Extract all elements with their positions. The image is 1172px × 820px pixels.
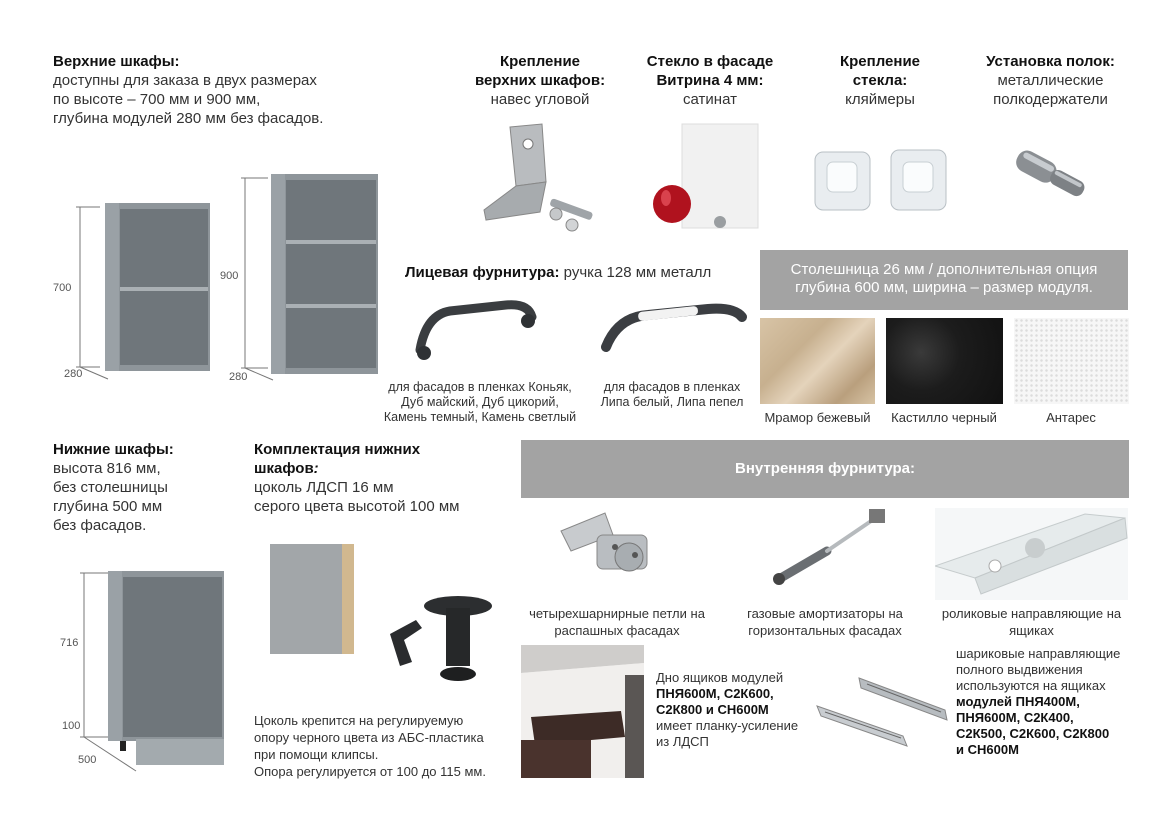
lower-cabinets-title: Нижние шкафы: — [53, 441, 174, 458]
ball-line-3: используются на ящиках — [956, 678, 1106, 693]
sample-label-3: Антарес — [1046, 410, 1096, 425]
gas-caption — [735, 605, 915, 639]
lower-line-3: глубина 500 мм — [53, 498, 163, 515]
dim-700: 700 — [53, 282, 72, 294]
rollers-caption — [935, 605, 1128, 639]
sample-label-1: Мрамор бежевый — [764, 410, 871, 425]
kit-note-line-2: опору черного цвета из АБС-пластика — [254, 730, 484, 745]
mount-title-1: Крепление — [499, 53, 581, 70]
shelves-title: Установка полок: — [986, 53, 1115, 70]
upper-line-3: глубина модулей 280 мм без фасадов. — [53, 110, 324, 127]
dim-280-b: 280 — [229, 371, 248, 383]
satin-glass-image — [648, 122, 763, 232]
glass-title-2: Витрина 4 мм: — [656, 72, 764, 89]
drawer-caption — [656, 670, 806, 750]
handle-1-line-2: Дуб майский, Дуб цикорий, — [401, 395, 559, 409]
lower-line-2: без столешницы — [53, 479, 168, 496]
shelves-sub-1: металлические — [997, 72, 1104, 89]
dim-100: 100 — [62, 720, 81, 732]
lower-cabinets-block — [53, 440, 223, 535]
lower-line-1: высота 816 мм, — [53, 460, 161, 477]
ball-line-1: шариковые направляющие — [956, 646, 1121, 661]
mount-block — [455, 52, 625, 109]
sample-marble-beige — [760, 318, 875, 404]
rollers-line-1: роликовые направляющие на — [941, 606, 1122, 621]
handles-title-rest: ручка 128 мм металл — [559, 264, 712, 281]
gas-strut-image — [765, 505, 890, 595]
upper-line-2: по высоте – 700 мм и 900 мм, — [53, 91, 261, 108]
shelves-block — [968, 52, 1133, 109]
kit-note-line-3: при помощи клипсы. — [254, 747, 379, 762]
lower-line-4: без фасадов. — [53, 517, 147, 534]
dim-500: 500 — [78, 754, 97, 766]
upper-cabinet-900-image — [218, 168, 383, 386]
kit-note — [254, 712, 514, 780]
hinge-image — [555, 505, 675, 595]
ball-caption — [956, 646, 1131, 758]
shelves-sub-2: полкодержатели — [993, 91, 1108, 108]
gas-line-2: горизонтальных фасадах — [748, 623, 902, 638]
handles-title: Лицевая фурнитура: — [405, 264, 560, 281]
glass-sub: сатинат — [683, 91, 737, 108]
corner-hanger-image — [480, 122, 610, 232]
kit-note-line-1: Цоколь крепится на регулируемую — [254, 713, 464, 728]
drawer-line-1: Дно ящиков модулей — [656, 670, 784, 685]
handle-1-image — [410, 295, 540, 365]
internal-hardware-bar: Внутренняя фурнитура: — [521, 440, 1129, 498]
ball-line-5: ПНЯ600М, С2К400, — [956, 710, 1074, 725]
kit-title-2: шкафов — [254, 460, 314, 477]
dim-716: 716 — [60, 637, 79, 649]
handle-1-line-1: для фасадов в пленках Коньяк, — [388, 380, 572, 394]
dim-900: 900 — [220, 270, 239, 282]
handle-2-caption — [588, 380, 756, 410]
hinges-caption — [522, 605, 712, 639]
countertop-line-1: Столешница 26 мм / дополнительная опция — [790, 261, 1098, 278]
upper-cabinet-700-image — [50, 195, 220, 385]
dim-280-a: 280 — [64, 368, 83, 380]
upper-cabinets-block — [53, 52, 383, 128]
drawer-line-4: имеет планку-усиление — [656, 718, 799, 733]
glass-clamps-image — [805, 140, 955, 220]
glassmount-block — [800, 52, 960, 109]
lower-cabinet-image — [60, 565, 235, 775]
sample-castillo-black — [886, 318, 1003, 404]
handle-2-line-1: для фасадов в пленках — [603, 380, 741, 394]
drawer-photo — [521, 645, 644, 778]
upper-cabinets-title: Верхние шкафы: — [53, 53, 180, 70]
sample-label-2: Кастилло черный — [891, 410, 997, 425]
handle-1-caption — [380, 380, 580, 425]
handle-2-line-2: Липа белый, Липа пепел — [600, 395, 744, 409]
glass-title-1: Стекло в фасаде — [646, 53, 774, 70]
handle-2-image — [598, 295, 748, 360]
upper-line-1: доступны для заказа в двух размерах — [53, 72, 317, 89]
mount-sub: навес угловой — [490, 91, 590, 108]
kit-line-2: серого цвета высотой 100 мм — [254, 498, 460, 515]
countertop-bar — [760, 250, 1128, 310]
mount-title-2: верхних шкафов: — [474, 72, 606, 89]
kit-line-1: цоколь ЛДСП 16 мм — [254, 479, 394, 496]
glassmount-sub: кляймеры — [845, 91, 915, 108]
ball-line-7: и СН600М — [956, 742, 1019, 757]
glassmount-title-2: стекла: — [852, 72, 908, 89]
rollers-line-2: ящиках — [1009, 623, 1054, 638]
drawer-line-5: из ЛДСП — [656, 734, 709, 749]
shelf-holder-image — [1005, 135, 1095, 215]
hinges-line-1: четырехшарнирные петли на — [529, 606, 705, 621]
ball-runners-image — [815, 676, 950, 751]
handles-heading — [405, 263, 765, 282]
ball-line-6: С2К500, С2К600, С2К800 — [956, 726, 1110, 741]
countertop-line-2: глубина 600 мм, ширина – размер модуля. — [795, 279, 1093, 296]
sample-antares — [1014, 318, 1129, 404]
gas-line-1: газовые амортизаторы на — [747, 606, 903, 621]
glassmount-title-1: Крепление — [839, 53, 921, 70]
plinth-image — [268, 542, 358, 657]
adjustable-leg-image — [382, 592, 497, 687]
roller-runners-image — [935, 508, 1128, 600]
ball-line-2: полного выдвижения — [956, 662, 1083, 677]
drawer-line-2: ПНЯ600М, С2К600, — [656, 686, 774, 701]
handle-1-line-3: Камень темный, Камень светлый — [383, 410, 577, 424]
drawer-line-3: С2К800 и СН600М — [656, 702, 769, 717]
kit-title-1: Комплектация нижних — [254, 441, 421, 458]
kit-note-line-4: Опора регулируется от 100 до 115 мм. — [254, 764, 486, 779]
kit-block: Комплектация нижних шкафов: цоколь ЛДСП 16 мм серого цвета высотой 100 мм — [254, 440, 514, 516]
hinges-line-2: распашных фасадах — [554, 623, 680, 638]
glass-block — [630, 52, 790, 109]
ball-line-4: модулей ПНЯ400М, — [956, 694, 1080, 709]
